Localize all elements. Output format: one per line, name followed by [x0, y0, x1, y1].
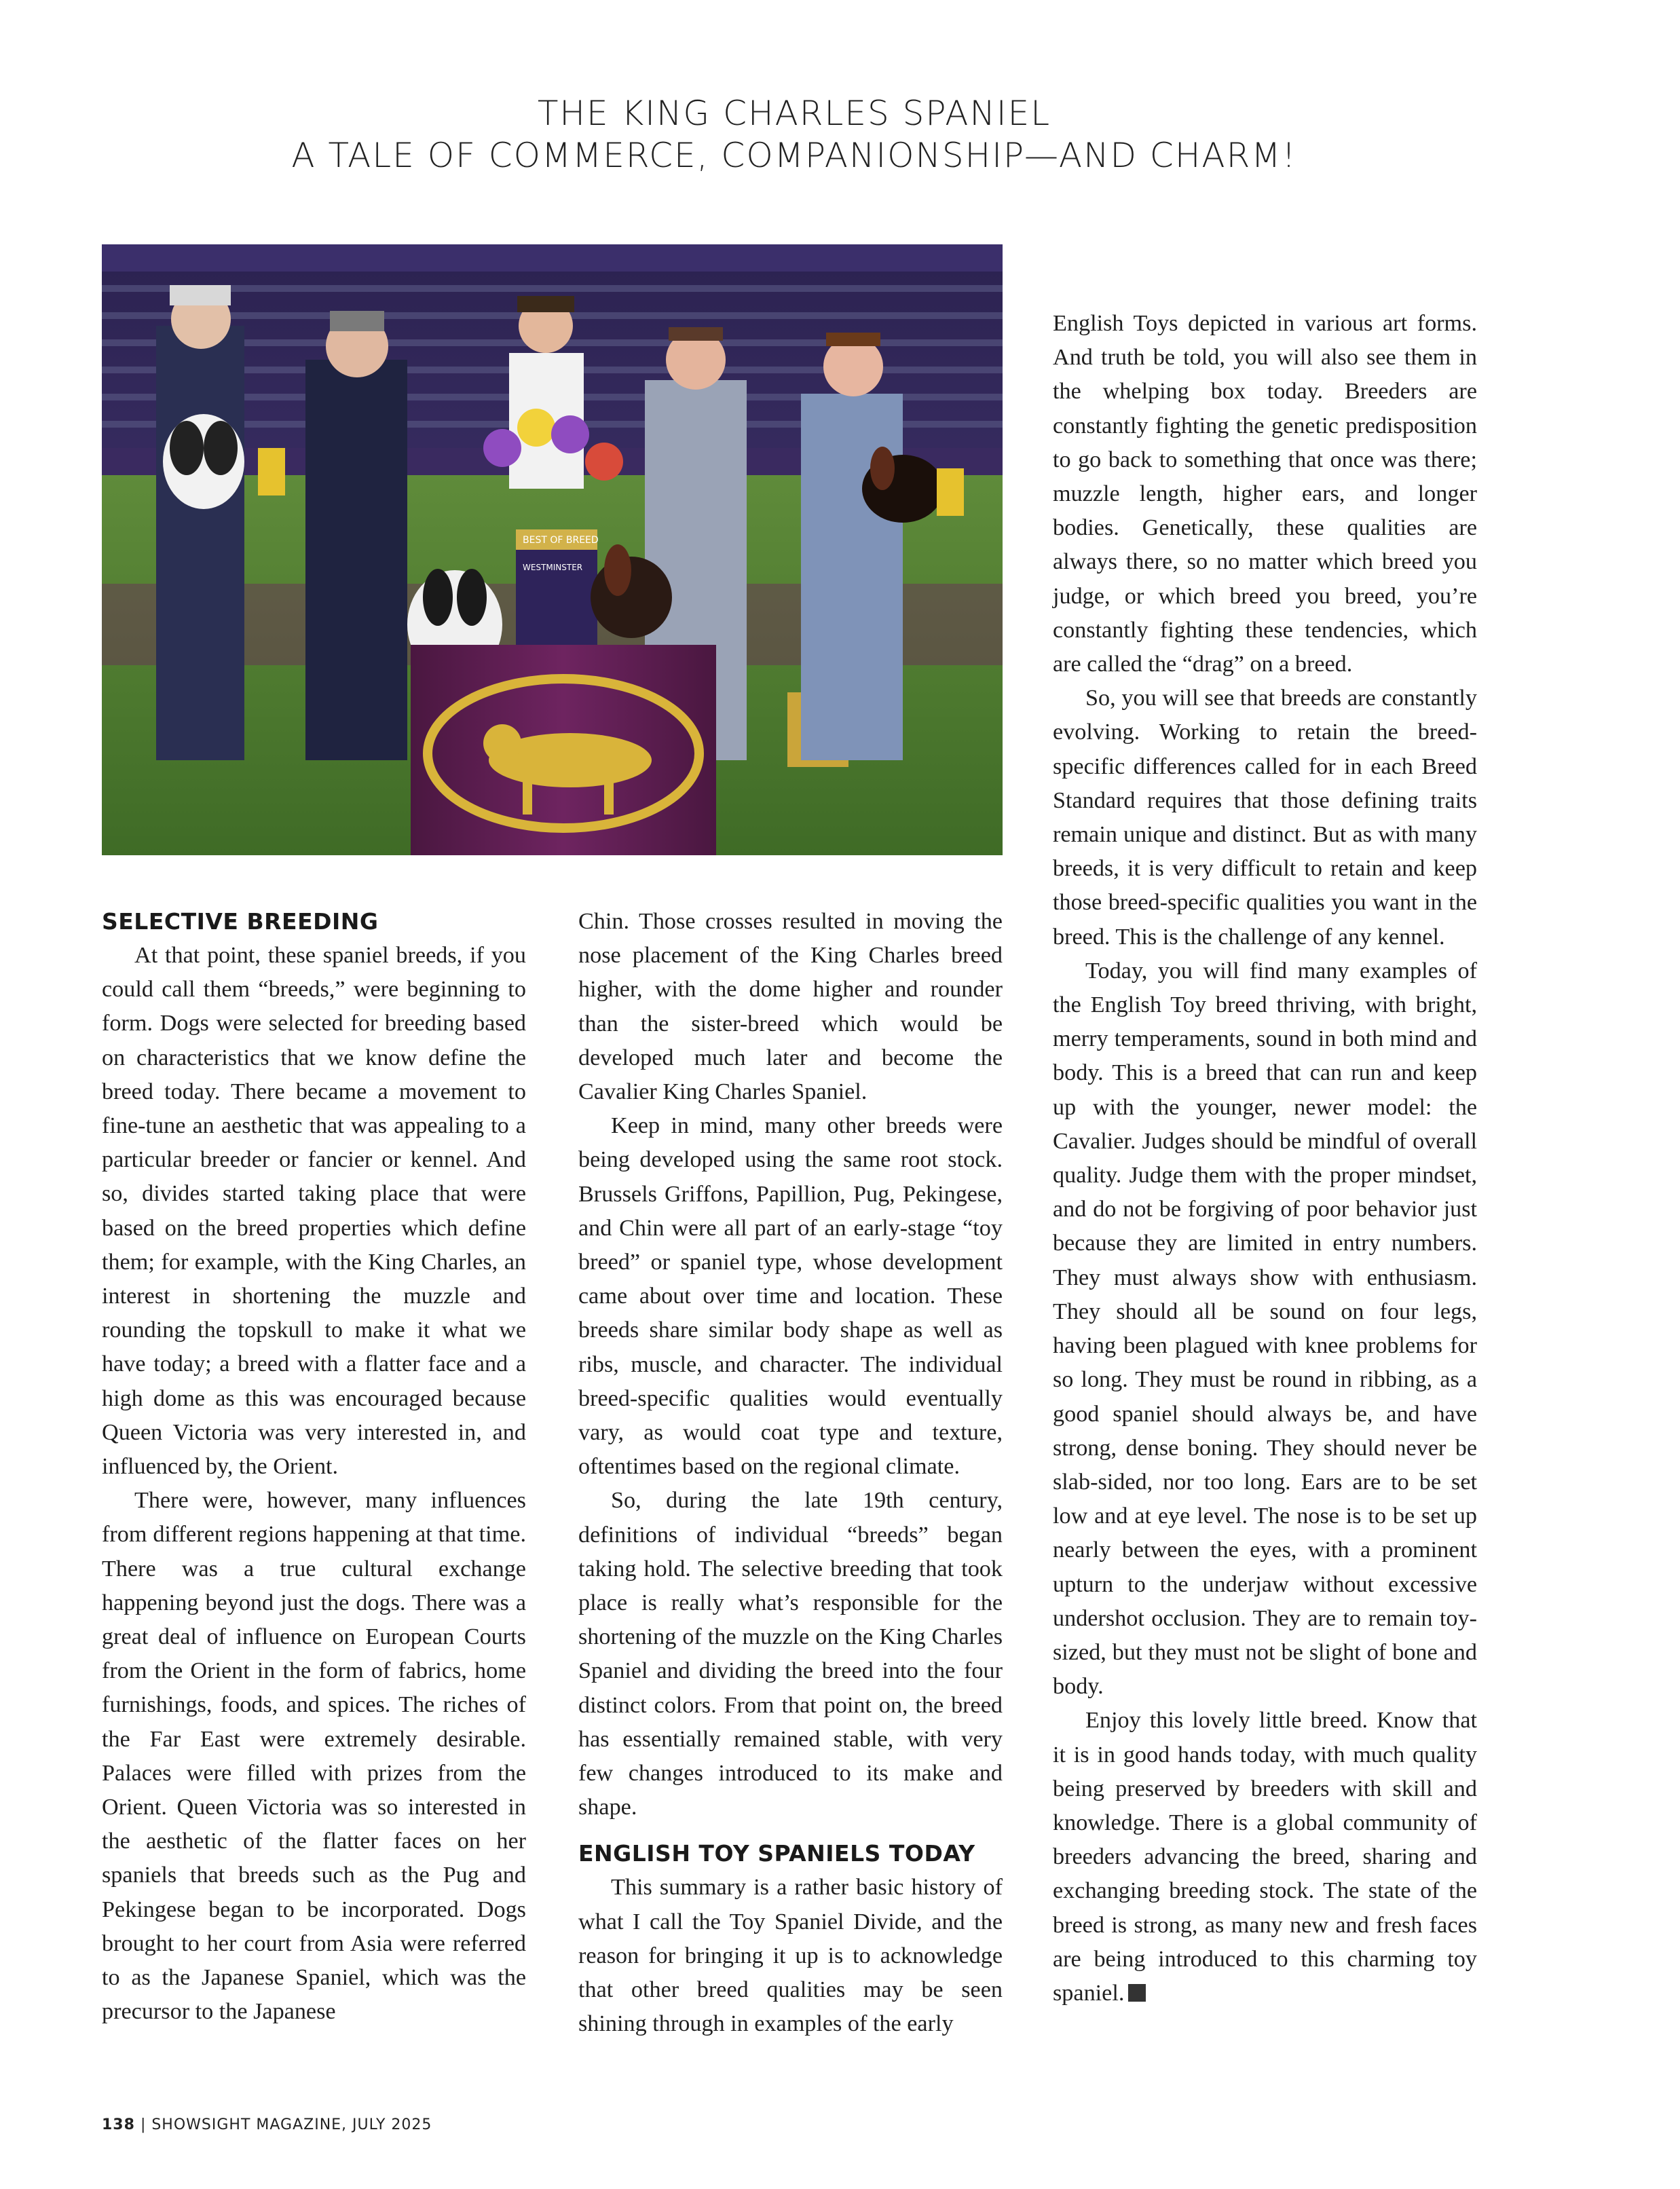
closing-paragraph	[1053, 1704, 1477, 2010]
page-number: 138	[102, 2116, 135, 2133]
paragraph: This summary is a rather basic history of what I call the Toy Spaniel Divide, and the reason for bringing it up is to acknowledge that other breed qualities may be seen shining through in examples of the early	[578, 1875, 1003, 2037]
section-heading-selective-breeding: SELECTIVE BREEDING	[102, 908, 379, 935]
paragraph: Keep in mind, many other breeds were being developed using the same root stock. Brussels Griffons, Papillion, Pug, Pekingese, and Chin were all part of an early-stage “toy breed” or spaniel type, whose development came about over time and location. These breeds share similar body shape as well as ribs, muscle, and character. The individual breed-specific qualities would eventually vary, as would coat type and texture, oftentimes based on the regional climate.	[578, 1113, 1003, 1480]
paragraph: There were, however, many influences from different regions happening at that time. There was a true cultural exchange happening beyond just the dogs. There was a great deal of influence on European Courts from the Orient in the form of fabrics, home furnishings, foods, and spices. The riches of the Far East were extremely desirable. Palaces were filled with prizes from the Orient. Queen Victoria was so interested in the aesthetic of the flatter faces on her spaniels that breeds such as the Pug and Pekingese began to be incorporated. Dogs brought to her court from Asia were referred to as the Japanese Spaniel, which was the precursor to the Japanese	[102, 1488, 526, 2025]
footer-separator: |	[140, 2116, 152, 2133]
paragraph: Today, you will find many examples of the English Toy breed thriving, with bright, merry temperaments, sound in both mind and body. This is a breed that can run and keep up with the younger, newer model: the Cavalier. Judges should be mindful of overall quality. Judge them with the proper mindset, and do not be forgiving of poor behavior just because they are limited in entry numbers. They must always show with enthusiasm. They should all be sound on four legs, having been plagued with knee problems for so long. They must be round in ribbing, as a good spaniel should always be, and have strong, dense boning. They should never be slab-sided, nor too long. Ears are to be set low and at eye level. The nose is to be set up nearly between the eyes, with a prominent upturn to the underjaw without excessive undershot occlusion. They are to remain toy-sized, but they must not be slight of bone and body.	[1053, 958, 1477, 1700]
end-mark-icon	[1128, 1984, 1146, 2002]
closing-paragraph-text: Enjoy this lovely little breed. Know that it is in good hands today, with much quality being preserved by breeders with skill and knowledge. There is a global community of breeders advancing the breed, sharing and exchanging breeding stock. The state of the breed is strong, as many new and fresh faces are being introduced to this charming toy spaniel.	[1053, 1708, 1477, 2006]
column-1	[102, 905, 526, 2029]
paragraph: So, during the late 19th century, definitions of individual “breeds” began taking hold. The selective breeding that took place is really what’s responsible for the shortening of the muzzle on the King Charles Spaniel and dividing the breed into the four distinct colors. From that point on, the breed has essentially remained stable, with very few changes introduced to its make and shape.	[578, 1488, 1003, 1820]
breed-winners-photo	[102, 244, 1003, 855]
paragraph: Chin. Those crosses resulted in moving the nose placement of the King Charles breed higher, with the dome higher and rounder than the sister-breed which would be developed much later and become the Cavalier King Charles Spaniel.	[578, 909, 1003, 1105]
column-2	[578, 905, 1003, 2042]
westminster-placard: WESTMINSTER	[523, 563, 583, 572]
article-title-line2: A TALE OF COMMERCE, COMPANIONSHIP—AND CHARM!	[291, 136, 1297, 175]
paragraph: So, you will see that breeds are constantly evolving. Working to retain the breed-specific differences called for in each Breed Standard requires that those defining traits remain unique and distinct. But as with many breeds, it is very difficult to retain and keep those breed-specific qualities you want in the breed. This is the challenge of any kennel.	[1053, 686, 1477, 950]
best-of-breed-placard: BEST OF BREED	[523, 535, 599, 546]
paragraph: English Toys depicted in various art forms. And truth be told, you will also see them in the whelping box today. Breeders are constantly fighting the genetic predisposition to go back to something that once was there; muzzle length, higher ears, and longer bodies. Genetically, these qualities are always there, so no matter which breed you judge, or which breed you breed, you’re constantly fighting these tendencies, which are called the “drag” on a breed.	[1053, 311, 1477, 677]
publication-name: SHOWSIGHT MAGAZINE, JULY 2025	[151, 2116, 432, 2133]
column-3	[1053, 307, 1477, 2010]
paragraph: At that point, these spaniel breeds, if you could call them “breeds,” were beginning to form. Dogs were selected for breeding based on characteristics that we know define the breed today. There became a movement to fine-tune an aesthetic that was appealing to a particular breeder or fancier or kennel. And so, divides started taking place that were based on the breed properties which define them; for example, with the King Charles, an interest in shortening the muzzle and rounding the topskull to make it what we have today; a breed with a flatter face and a high dome as this was encouraged because Queen Victoria was very interested in, and influenced by, the Orient.	[102, 943, 526, 1480]
article-title-line1: THE KING CHARLES SPANIEL	[537, 94, 1051, 133]
section-heading-english-toy-today: ENGLISH TOY SPANIELS TODAY	[578, 1840, 975, 1867]
page-footer	[102, 2116, 432, 2133]
